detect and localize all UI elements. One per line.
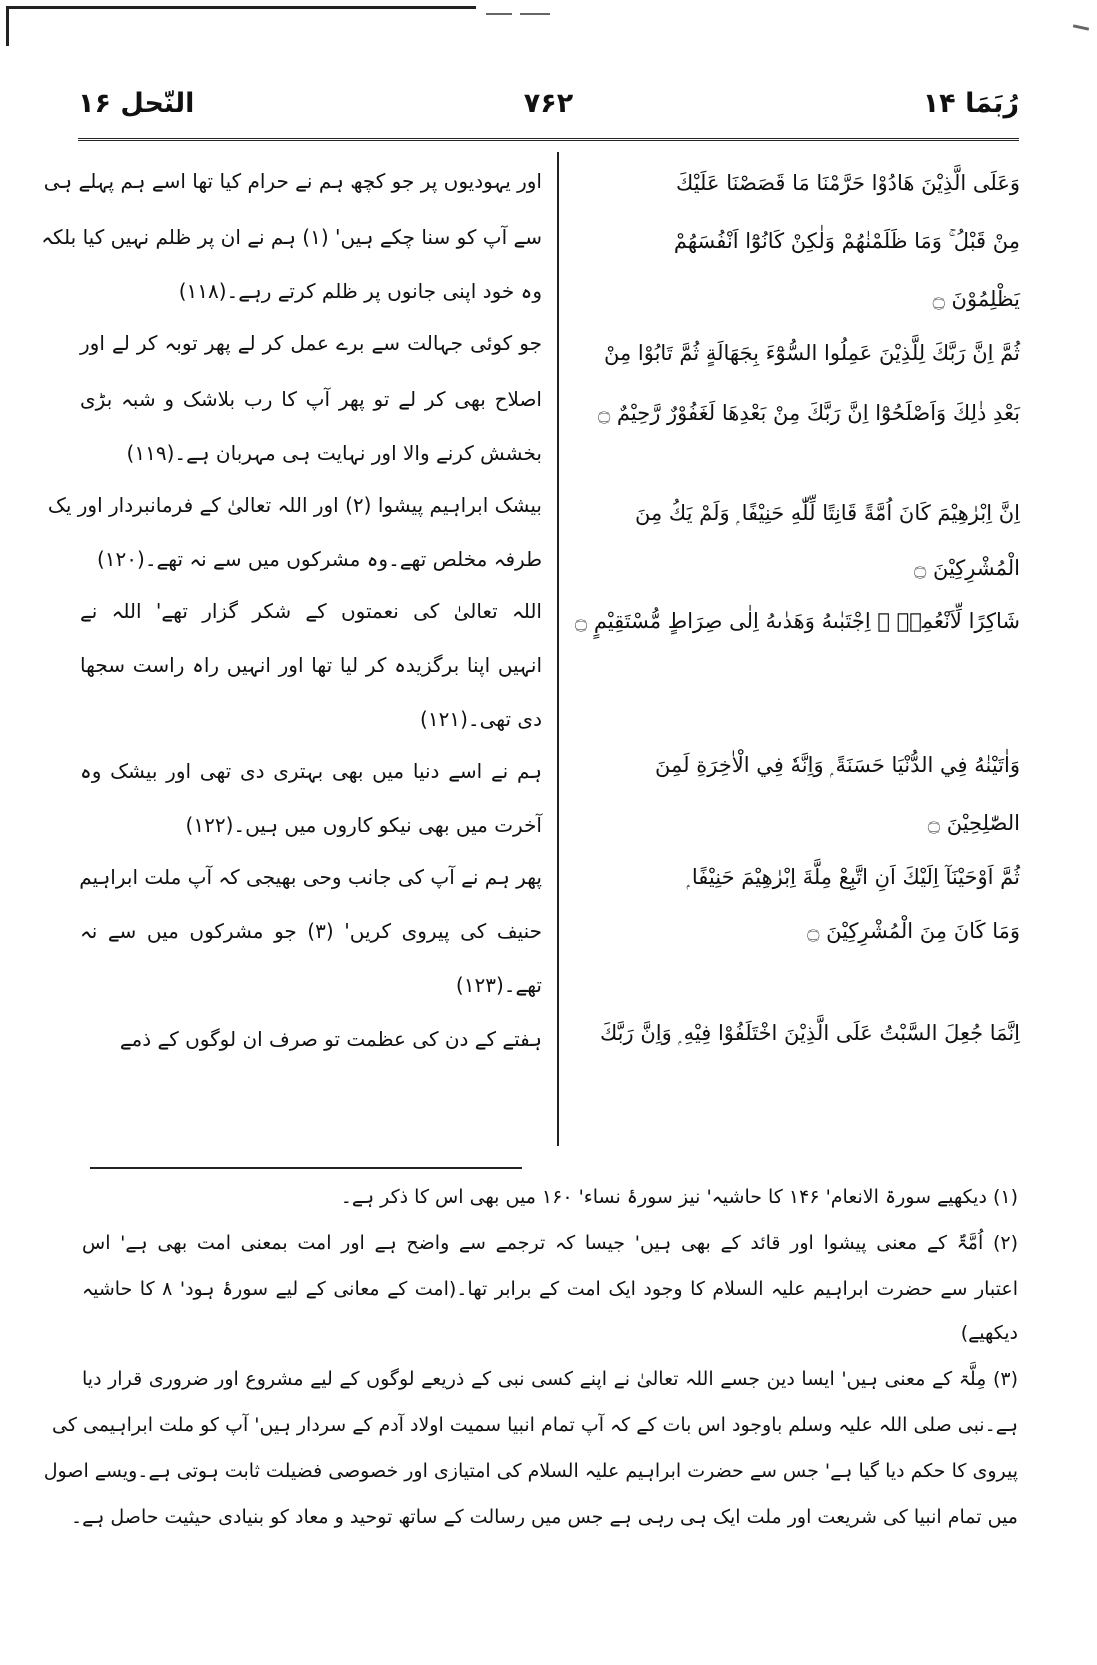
footnote-line: (۳) مِلَّۃ کے معنی ہیں' ایسا دین جسے اللہ تعالیٰ نے اپنے کسی نبی کے ذریعے لوگوں کے لیے مشروع اور ضروری قرار دیا (82, 1368, 1018, 1390)
footnote-line: ہے۔نبی صلی اللہ علیہ وسلم باوجود اس بات کے کہ آپ تمام انبیا سمیت اولاد آدم کے سردار ہیں' آپ کو ملت ابراہیمی کی (52, 1414, 1018, 1436)
arabic-line: ثُمَّ اَوْحَيْنَآ اِلَيْكَ اَنِ اتَّبِعْ مِلَّةَ اِبْرٰهِيْمَ حَنِيْفًا ۭ (686, 865, 1020, 889)
urdu-line: اور یہودیوں پر جو کچھ ہم نے حرام کیا تھا اسے ہم پہلے ہی (43, 169, 542, 193)
footnote-line: پیروی کا حکم دیا گیا ہے' جس سے حضرت ابراہیم علیہ السلام کی امتیازی اور خصوصی فضیلت ثابت ہوتی ہے۔ویسے اصول (43, 1460, 1018, 1482)
arabic-line: بَعْدِ ذٰلِكَ وَاَصْلَحُوْٓا اِنَّ رَبَّكَ مِنْ بَعْدِهَا لَغَفُوْرٌ رَّحِيْمٌ ۝ (597, 401, 1020, 425)
juz-label: رُبَمَا ۱۴ (922, 88, 1019, 119)
page-edge-dash (486, 13, 512, 15)
arabic-line: ثُمَّ اِنَّ رَبَّكَ لِلَّذِيْنَ عَمِلُوا السُّوْٓءَ بِجَهَالَةٍ ثُمَّ تَابُوْا مِنْ (603, 341, 1020, 365)
surah-label: النّحل ۱۶ (78, 88, 195, 119)
header-rule (78, 138, 1019, 141)
page-edge-top (6, 6, 476, 9)
arabic-line: شَاكِرًا لِّاَنْعُمِهٖ ۭ اِجْتَبٰىهُ وَهَدٰىهُ اِلٰى صِرَاطٍ مُّسْتَقِيْمٍ ۝ (574, 609, 1020, 633)
page-header (78, 88, 1019, 136)
footnote-rule (90, 1167, 522, 1169)
arabic-line: الْمُشْرِكِيْنَ ۝ (913, 556, 1020, 580)
urdu-line: آخرت میں بھی نیکو کاروں میں ہیں۔(۱۲۲) (185, 813, 542, 837)
column-divider (557, 152, 559, 1146)
arabic-line: وَاٰتَيْنٰهُ فِي الدُّنْيَا حَسَنَةً ۭ وَاِنَّهٗ فِي الْاٰخِرَةِ لَمِنَ (655, 753, 1020, 777)
urdu-line: ہم نے اسے دنیا میں بھی بہتری دی تھی اور بیشک وہ (80, 759, 542, 783)
page-edge-dash (520, 13, 550, 15)
urdu-line: پھر ہم نے آپ کی جانب وحی بھیجی کہ آپ ملت ابراہیم (79, 865, 542, 889)
urdu-line: تھے۔(۱۲۳) (455, 973, 542, 997)
page-number: ۷۶۲ (523, 88, 574, 119)
footnote-line: (۱) دیکھیے سورۃ الانعام' ۱۴۶ کا حاشیہ' نیز سورۂ نساء' ۱۶۰ میں بھی اس کا ذکر ہے۔ (340, 1186, 1018, 1208)
footnote-line: اعتبار سے حضرت ابراہیم علیہ السلام کا وجود ایک امت کے برابر تھا۔(امت کے معانی کے لیے سورۂ ہود' ۸ کا حاشیہ (82, 1278, 1018, 1300)
arabic-line: وَمَا كَانَ مِنَ الْمُشْرِكِيْنَ ۝ (807, 919, 1020, 943)
urdu-line: بیشک ابراہیم پیشوا (۲) اور اللہ تعالیٰ کے فرمانبردار اور یک (47, 493, 542, 517)
footnote-line: (۲) اُمَّۃٌ کے معنی پیشوا اور قائد کے بھی ہیں' جیسا کہ ترجمے سے واضح ہے اور امت بمعنی امت بھی ہے' اس (82, 1232, 1018, 1254)
arabic-line: اِنَّمَا جُعِلَ السَّبْتُ عَلَى الَّذِيْنَ اخْتَلَفُوْا فِيْهِ ۭ وَاِنَّ رَبَّكَ (599, 1021, 1020, 1045)
page-edge-mark (1073, 24, 1089, 30)
urdu-line: بخشش کرنے والا اور نہایت ہی مہربان ہے۔(۱۱۹) (126, 441, 542, 465)
urdu-line: سے آپ کو سنا چکے ہیں' (۱) ہم نے ان پر ظلم نہیں کیا بلکہ (41, 225, 542, 249)
arabic-line: اِنَّ اِبْرٰهِيْمَ كَانَ اُمَّةً قَانِتًا لِّلّٰهِ حَنِيْفًا ۭ وَلَمْ يَكُ مِنَ (635, 501, 1020, 525)
arabic-line: وَعَلَى الَّذِيْنَ هَادُوْا حَرَّمْنَا مَا قَصَصْنَا عَلَيْكَ (676, 171, 1020, 195)
footnote-line: دیکھیے) (960, 1322, 1018, 1344)
urdu-line: ہفتے کے دن کی عظمت تو صرف ان لوگوں کے ذمے (119, 1027, 542, 1051)
urdu-line: وہ خود اپنی جانوں پر ظلم کرتے رہے۔(۱۱۸) (178, 279, 542, 303)
arabic-line: يَظْلِمُوْنَ ۝ (932, 287, 1020, 311)
urdu-line: انہیں اپنا برگزیدہ کر لیا تھا اور انہیں راہ راست سجھا (80, 653, 542, 677)
arabic-line: الصّٰلِحِيْنَ ۝ (927, 811, 1020, 835)
urdu-line: اللہ تعالیٰ کی نعمتوں کے شکر گزار تھے' اللہ نے (80, 599, 542, 623)
urdu-line: حنیف کی پیروی کریں' (۳) جو مشرکوں میں سے نہ (80, 919, 543, 943)
footnote-line: میں تمام انبیا کی شریعت اور ملت ایک ہی رہی ہے جس میں رسالت کے ساتھ توحید و معاد کو بنیادی حیثیت حاصل ہے۔ (70, 1506, 1018, 1528)
urdu-line: دی تھی۔(۱۲۱) (420, 707, 542, 731)
urdu-line: اصلاح بھی کر لے تو پھر آپ کا رب بلاشک و شبہ بڑی (80, 387, 542, 411)
urdu-line: طرفہ مخلص تھے۔وہ مشرکوں میں سے نہ تھے۔(۱۲۰) (96, 547, 542, 571)
arabic-line: مِنْ قَبْلُ ۚ وَمَا ظَلَمْنٰهُمْ وَلٰكِنْ كَانُوْٓا اَنْفُسَهُمْ (673, 229, 1020, 253)
page-edge-left (6, 6, 9, 46)
urdu-line: جو کوئی جہالت سے برے عمل کر لے پھر توبہ کر لے اور (80, 331, 542, 355)
